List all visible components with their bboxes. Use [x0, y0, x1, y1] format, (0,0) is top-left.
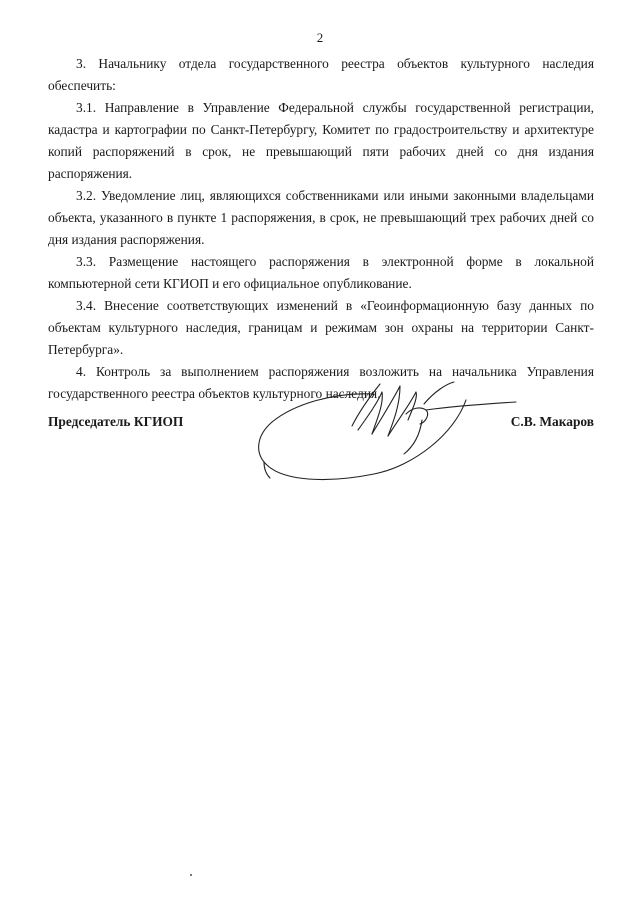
paragraph-3-4: 3.4. Внесение соответствующих изменений в «Геоинформационную базу данных по объектам культурного наследия, границам и режимам зон охраны на территории Санкт-Петербурга».: [48, 298, 594, 357]
paragraph-3-1: 3.1. Направление в Управление Федеральной службы государственной регистрации, кадастра и картографии по Санкт-Петербургу, Комитет по градостроительству и архитектуре копий распоряжений в срок, не превышающий пяти рабочих дней со дня издания распоряжения.: [48, 100, 594, 181]
signer-title: Председатель КГИОП: [48, 414, 184, 429]
page-number: 2: [316, 30, 324, 45]
signature-row: [48, 414, 594, 438]
document-body: [48, 53, 594, 405]
paragraph-3-2: 3.2. Уведомление лиц, являющихся собственниками или иными законными владельцами объекта, указанного в пункте 1 распоряжения, в срок, не превышающий трех рабочих дней со дня издания распоряжения.: [48, 188, 594, 247]
paragraph-3: 3. Начальнику отдела государственного реестра объектов культурного наследия обеспечить:: [48, 56, 594, 93]
paragraph-4: 4. Контроль за выполнением распоряжения возложить на начальника Управления государственного реестра объектов культурного наследия.: [48, 364, 594, 401]
signer-name: С.В. Макаров: [510, 414, 594, 429]
scan-speck: [190, 874, 192, 876]
paragraph-3-3: 3.3. Размещение настоящего распоряжения в электронной форме в локальной компьютерной сети КГИОП и его официальное опубликование.: [48, 254, 594, 291]
